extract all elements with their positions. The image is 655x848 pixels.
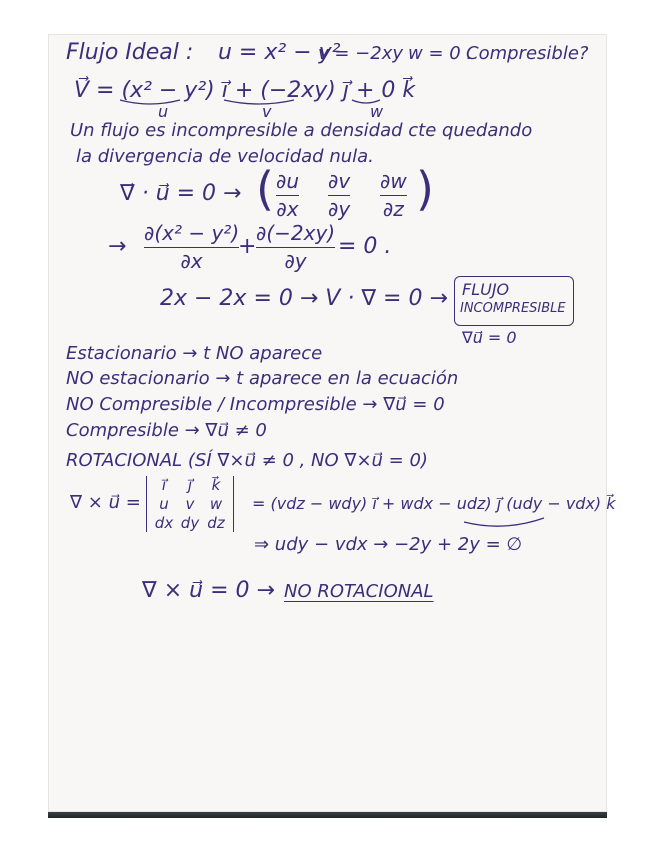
w-definition: w = 0 . — [408, 43, 473, 64]
fraction-du-dx: ∂u ∂x — [276, 169, 300, 221]
class-no-estacionario: NO estacionario → t aparece en la ecuación — [66, 368, 459, 389]
class-compresible: Compresible → ∇u⃗ ≠ 0 — [66, 420, 267, 441]
det-dx: dx — [154, 514, 174, 532]
plus-sign: + — [238, 234, 257, 259]
det-i: i⃗ — [161, 476, 167, 494]
close-paren: ) — [416, 162, 434, 216]
scan-bottom-edge — [48, 812, 607, 818]
det-j: j⃗ — [187, 476, 193, 494]
divergence-lhs: ∇⃗ · u⃗ = 0 → — [120, 181, 242, 206]
title-flujo-ideal: Flujo Ideal : — [66, 40, 194, 65]
result-equation: 2x − 2x = 0 → V · ∇ = 0 → — [160, 286, 448, 311]
equals-zero: = 0 . — [338, 234, 392, 259]
box-nabla-u: ∇u⃗ = 0 — [462, 328, 517, 347]
statement-line-a: Un flujo es incompresible a densidad cte quedando — [70, 120, 533, 141]
box-flujo: FLUJO — [462, 280, 510, 299]
det-dy: dy — [180, 514, 200, 532]
det-k: k⃗ — [211, 476, 221, 494]
det-v: v — [185, 495, 195, 513]
rotational-heading: ROTACIONAL (SÍ ∇×u⃗ ≠ 0 , NO ∇×u⃗ = 0) — [66, 450, 428, 471]
curl-lhs: ∇ × u⃗ = — [70, 492, 141, 513]
det-w: w — [209, 495, 223, 513]
det-u: u — [159, 495, 169, 513]
label-w: w — [370, 102, 384, 121]
curl-expansion: = (vdz − wdy) i⃗ + wdx − udz) j⃗ (udy − vdx) k⃗ — [252, 494, 616, 513]
fraction-dv-dy: ∂v ∂y — [328, 169, 351, 221]
v-definition: v = −2xy — [318, 43, 404, 64]
class-estacionario: Estacionario → t NO aparece — [66, 343, 323, 364]
label-u: u — [158, 102, 169, 121]
box-incompresible: INCOMPRESIBLE — [460, 301, 566, 316]
fraction-dw-dz: ∂w ∂z — [380, 169, 407, 221]
class-incompresible: NO Compresible / Incompresible → ∇u⃗ = 0 — [66, 394, 445, 415]
open-paren: ( — [256, 162, 274, 216]
label-v: v — [262, 102, 272, 121]
curl-simplification: ⇒ udy − vdx → −2y + 2y = ∅ — [254, 534, 523, 555]
compressible-question: Compresible? — [466, 43, 589, 64]
substitution-arrow: → — [108, 234, 127, 259]
det-dz: dz — [207, 514, 225, 532]
statement-line-b: la divergencia de velocidad nula. — [76, 146, 374, 167]
velocity-vector-equation: V⃗ = (x² − y²) i⃗ + (−2xy) j⃗ + 0 k⃗ — [74, 78, 416, 103]
fraction-d-x2-y2-dx: ∂(x² − y²) ∂x — [144, 221, 240, 273]
conclusion-no-rotacional: NO ROTACIONAL — [284, 581, 434, 602]
conclusion-lhs: ∇ × u⃗ = 0 → — [142, 578, 275, 603]
fraction-d-2xy-dy: ∂(−2xy) ∂y — [256, 221, 336, 273]
u-definition: u = x² − y² — [218, 40, 341, 65]
